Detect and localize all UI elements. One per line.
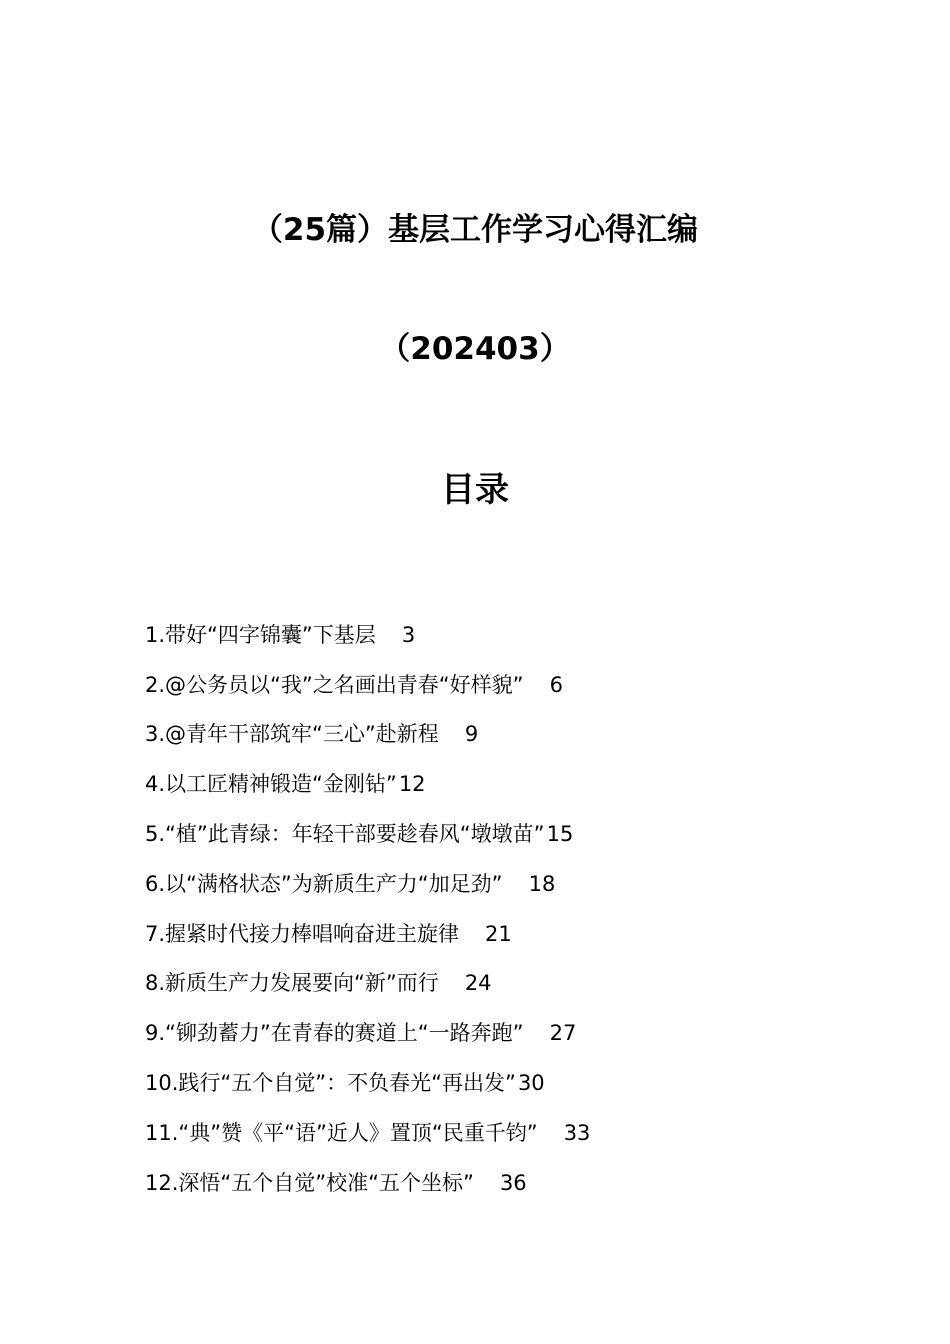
toc-item-page: 27 [549,1021,577,1046]
toc-item-number: 11. [145,1120,179,1145]
toc-item-page: 18 [528,871,556,896]
toc-item-page: 33 [563,1120,591,1145]
toc-item-page: 15 [546,822,574,847]
document-date: （202403） [379,331,571,367]
toc-item-3[interactable] [145,710,825,760]
toc-item-title: 握紧时代接力棒唱响奋进主旋律 [165,921,460,946]
toc-item-number: 2. [145,672,166,697]
toc-item-number: 4. [145,772,166,797]
toc-item-number: 8. [145,971,166,996]
toc-item-page: 21 [485,921,512,946]
document-title: （25篇）基层工作学习心得汇编 [251,212,699,248]
toc-item-page: 30 [517,1071,545,1096]
toc-item-page: 36 [499,1170,527,1195]
toc-item-number: 1. [145,622,166,647]
toc-item-12[interactable] [145,1158,825,1208]
toc-item-number: 6. [145,871,166,896]
toc-item-page: 12 [398,772,426,797]
toc-item-number: 3. [145,722,166,747]
toc-item-page: 24 [464,971,492,996]
toc-item-title: “典”赞《平“语”近人》置顶“民重千钧” [178,1120,538,1145]
toc-item-11[interactable] [145,1108,825,1158]
toc-item-10[interactable] [145,1058,825,1108]
toc-item-number: 5. [145,822,166,847]
toc-item-title: 践行“五个自觉”：不负春光“再出发” [178,1071,516,1096]
toc-item-title: 带好“四字锦囊”下基层 [165,622,376,647]
toc-item-title: 以工匠精神锻造“金刚钻” [165,772,397,797]
toc-item-title: 以“满格状态”为新质生产力“加足劲” [165,871,503,896]
toc-item-5[interactable] [145,809,825,859]
toc-item-7[interactable] [145,909,825,959]
toc-item-title: @公务员以“我”之名画出青春“好样貌” [165,672,524,697]
toc-item-page: 6 [549,672,563,697]
toc-item-8[interactable] [145,959,825,1009]
toc-item-page: 9 [464,722,479,747]
toc-item-title: 新质生产力发展要向“新”而行 [165,971,439,996]
toc-item-number: 12. [145,1170,179,1195]
toc-item-number: 10. [145,1071,179,1096]
toc-item-4[interactable] [145,759,825,809]
toc-item-number: 7. [145,921,166,946]
toc-item-1[interactable] [145,610,825,660]
toc-item-6[interactable] [145,859,825,909]
toc-item-9[interactable] [145,1008,825,1058]
toc-item-title: “植”此青绿：年轻干部要趁春风“墩墩苗” [165,822,545,847]
toc-item-number: 9. [145,1021,166,1046]
toc-item-2[interactable] [145,660,825,710]
toc-item-title: “铆劲蓄力”在青春的赛道上“一路奔跑” [165,1021,524,1046]
toc-item-page: 3 [401,622,416,647]
toc-item-title: @青年干部筑牢“三心”赴新程 [165,722,439,747]
table-of-contents [145,610,825,1208]
toc-item-title: 深悟“五个自觉”校准“五个坐标” [178,1170,474,1195]
toc-heading: 目录 [441,470,509,510]
